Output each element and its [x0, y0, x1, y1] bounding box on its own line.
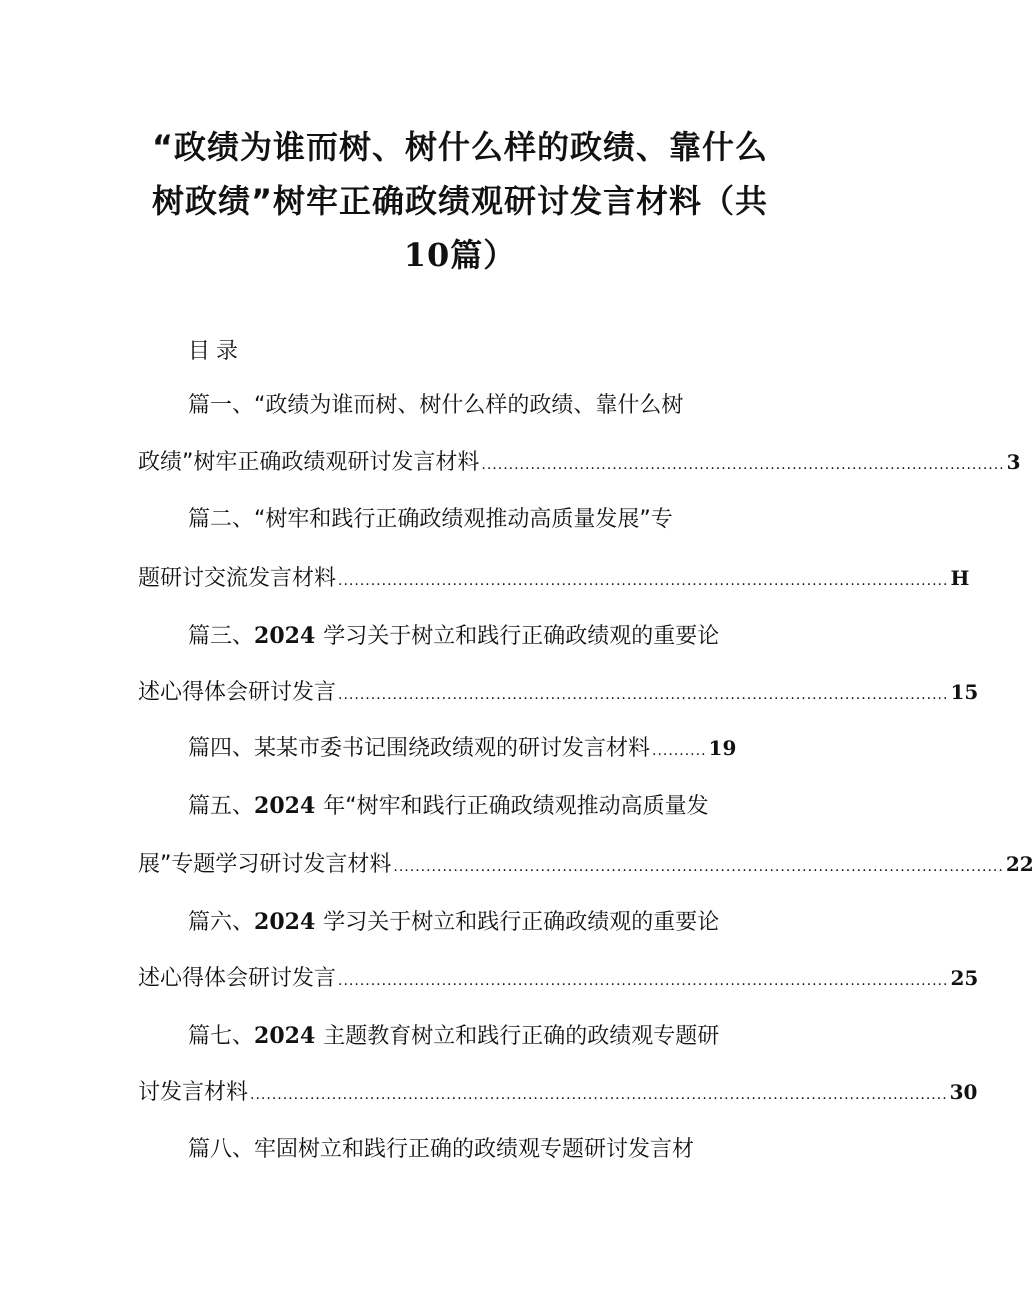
toc-item-6-line-1[interactable]: 篇六、 2024 学习关于树立和践行正确政绩观的重要论 — [188, 909, 720, 935]
toc-item-2-line-2[interactable]: 题研讨交流发言材料 ................................................................................................................ H — [138, 562, 756, 594]
title-count-suffix: 篇） — [450, 236, 517, 274]
dot-leader: ................................................................................................................ — [338, 687, 949, 703]
toc-page-number: 22 — [1005, 852, 1034, 876]
toc-item-3-line-1[interactable]: 篇三、 2024 学习关于树立和践行正确政绩观的重要论 — [188, 623, 720, 649]
toc-item-7-line-2[interactable]: 讨发言材料 ................................................................................................................................ 30 — [138, 1076, 776, 1108]
title-line-3 — [130, 228, 790, 282]
toc-page-number: 3 — [1006, 450, 1021, 474]
toc-item-4[interactable]: 篇四、某某市委书记围绕政绩观的研讨发言材料 .......... 19 — [188, 732, 726, 764]
toc-item-3-line-2[interactable]: 述心得体会研讨发言 ................................................................................................................ 15 — [138, 676, 768, 708]
dot-leader: ................................................................................................................ — [338, 573, 949, 589]
toc-item-1-line-2[interactable]: 政绩”树牢正确政绩观研讨发言材料 ................................................................................................ 3 — [138, 446, 774, 478]
toc-item-5-line-2[interactable]: 展”专题学习研讨发言材料 ................................................................................................................ 22 — [138, 848, 768, 880]
toc-page-number: 30 — [949, 1080, 978, 1104]
dot-leader: ................................................................................................................ — [338, 973, 949, 989]
toc-page-number: 25 — [950, 966, 979, 990]
dot-leader: ................................................................................................ — [481, 457, 1005, 473]
title-line-1: “政绩为谁而树、树什么样的政绩、靠什么 — [151, 128, 769, 166]
dot-leader: ................................................................................................................................ — [250, 1087, 948, 1103]
toc-heading: 目录 — [188, 339, 245, 364]
toc-item-6-line-2[interactable]: 述心得体会研讨发言 ................................................................................................................ 25 — [138, 962, 768, 994]
document-title — [130, 120, 790, 282]
title-count: 10 — [403, 236, 451, 274]
toc-item-5-line-1[interactable]: 篇五、 2024 年“树牢和践行正确政绩观推动高质量发 — [188, 793, 709, 819]
toc-item-1-line-1[interactable]: 篇一、“政绩为谁而树、树什么样的政绩、靠什么树 — [188, 393, 684, 418]
toc-page-number: 15 — [950, 680, 979, 704]
toc-page-number: 19 — [708, 736, 737, 760]
dot-leader: ................................................................................................................ — [393, 859, 1004, 875]
title-line-2: 树政绩”树牢正确政绩观研讨发言材料（共 — [151, 182, 769, 220]
toc-item-7-line-1[interactable]: 篇七、 2024 主题教育树立和践行正确的政绩观专题研 — [188, 1023, 720, 1049]
dot-leader: .......... — [652, 743, 707, 759]
toc-page-number: H — [950, 566, 970, 590]
toc-item-2-line-1[interactable]: 篇二、“树牢和践行正确政绩观推动高质量发展”专 — [188, 507, 673, 532]
toc-item-8-line-1[interactable]: 篇八、牢固树立和践行正确的政绩观专题研讨发言材 — [188, 1137, 695, 1162]
